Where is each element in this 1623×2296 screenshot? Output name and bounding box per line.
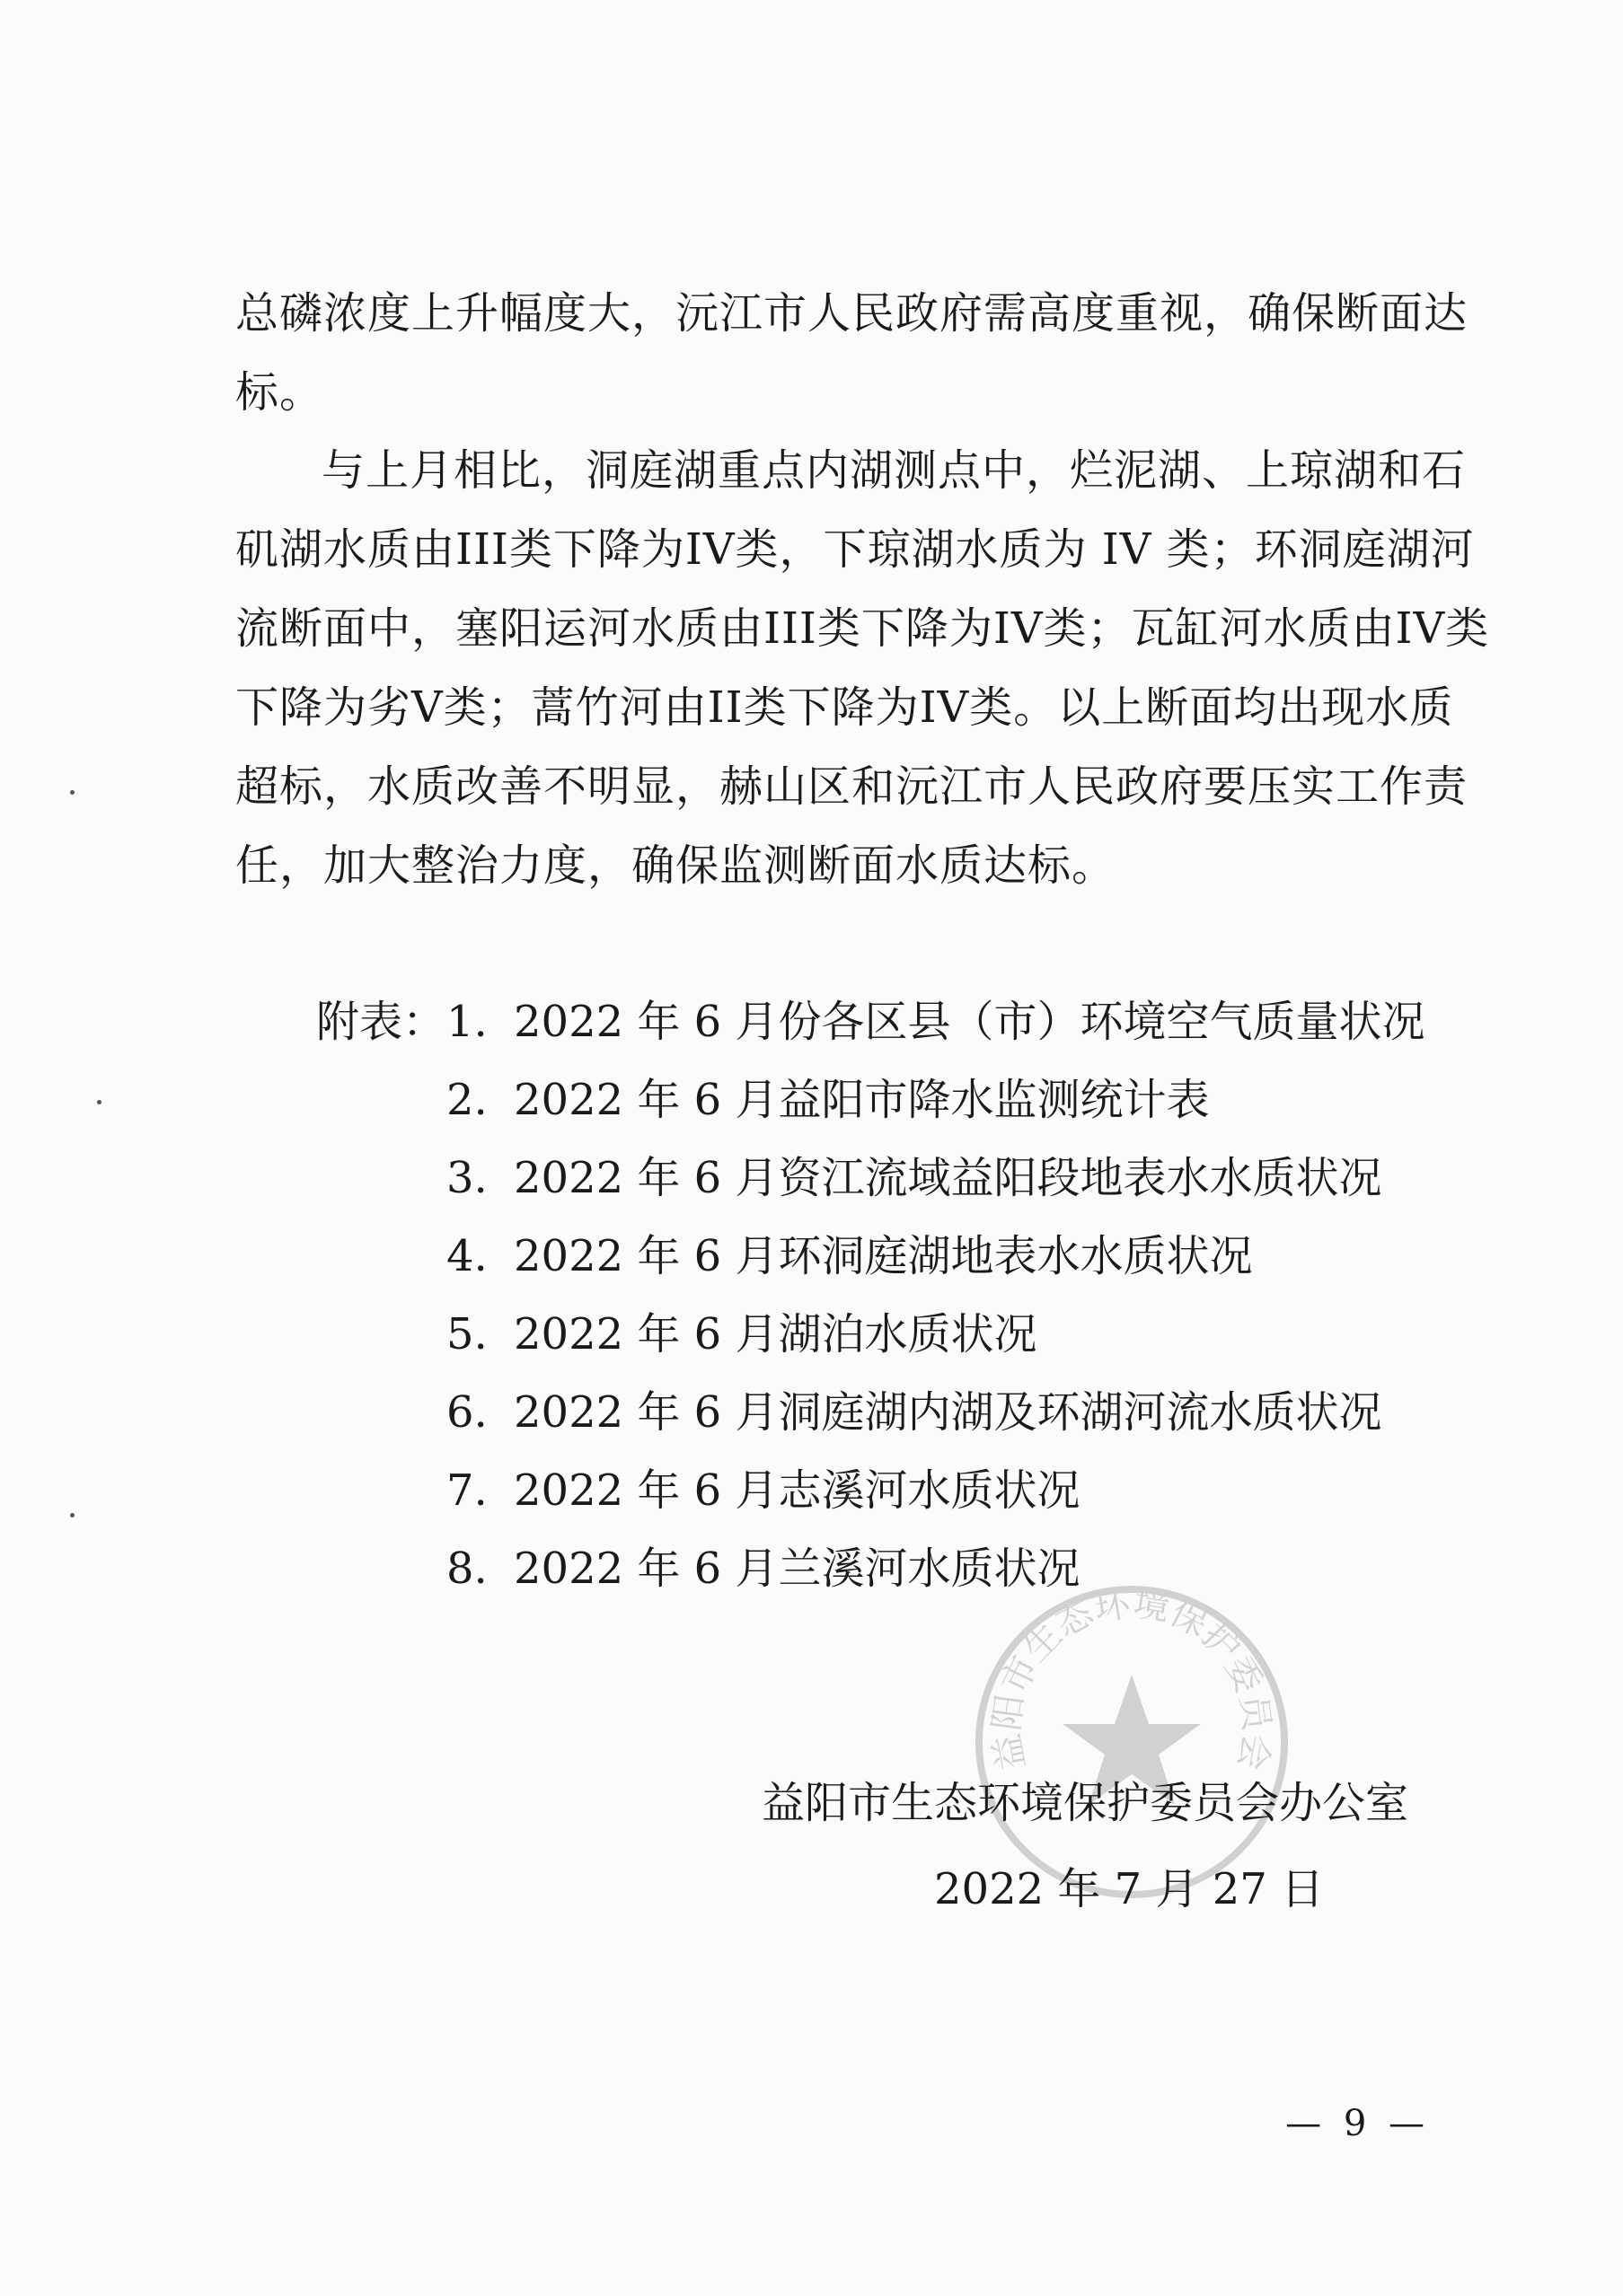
attachment-item <box>316 1296 1430 1374</box>
attachment-item <box>316 1061 1430 1139</box>
attachment-number: 2. <box>446 1075 488 1125</box>
attachment-item <box>316 1452 1430 1530</box>
attachment-number: 5. <box>446 1309 488 1359</box>
attachment-item <box>316 1218 1430 1296</box>
signature-block <box>754 1760 1419 1932</box>
attachment-title: 2022 年 6 月益阳市降水监测统计表 <box>514 1075 1210 1125</box>
attachment-number: 4. <box>446 1231 488 1281</box>
body-line: 超标，水质改善不明显，赫山区和沅江市人民政府要压实工作责 <box>235 761 1469 812</box>
body-line: 矶湖水质由III类下降为IV类，下琼湖水质为 IV 类；环洞庭湖河 <box>235 524 1475 575</box>
attachment-title: 2022 年 6 月兰溪河水质状况 <box>514 1544 1081 1594</box>
attachment-title: 2022 年 6 月洞庭湖内湖及环湖河流水质状况 <box>514 1387 1382 1438</box>
attachment-title: 2022 年 6 月份各区县（市）环境空气质量状况 <box>514 997 1425 1047</box>
body-line: 下降为劣V类；蒿竹河由II类下降为IV类。以上断面均出现水质 <box>235 682 1454 733</box>
scan-speck <box>97 1100 101 1104</box>
attachment-title: 2022 年 6 月环洞庭湖地表水水质状况 <box>514 1231 1253 1281</box>
body-line: 总磷浓度上升幅度大，沅江市人民政府需高度重视，确保断面达 <box>235 288 1469 339</box>
paragraph-continuation <box>235 274 1469 432</box>
attachment-item <box>316 1139 1430 1218</box>
attachment-number: 6. <box>446 1387 488 1438</box>
scan-speck <box>70 1513 75 1517</box>
attachment-title: 2022 年 6 月志溪河水质状况 <box>514 1465 1081 1516</box>
attachment-number: 7. <box>446 1465 488 1516</box>
attachments-list <box>316 983 1430 1608</box>
body-line: 任，加大整治力度，确保监测断面水质达标。 <box>235 840 1116 891</box>
page-number: — 9 — <box>1285 2103 1430 2144</box>
body-line: 流断面中，塞阳运河水质由III类下降为IV类；瓦缸河水质由IV类 <box>235 603 1490 654</box>
attachment-item <box>316 983 1430 1061</box>
attachment-title: 2022 年 6 月资江流域益阳段地表水水质状况 <box>514 1153 1382 1203</box>
svg-text:益阳市生态环境保护委员会: 益阳市生态环境保护委员会 <box>985 1582 1278 1774</box>
attachment-number: 8. <box>446 1544 488 1594</box>
paragraph-water-quality <box>235 431 1490 905</box>
issue-date: 2022 年 7 月 27 日 <box>934 1864 1325 1914</box>
attachment-title: 2022 年 6 月湖泊水质状况 <box>514 1309 1037 1359</box>
attachment-number: 1. <box>446 997 488 1047</box>
scan-speck <box>70 790 75 795</box>
attachments-label: 附表： <box>316 997 446 1047</box>
attachment-number: 3. <box>446 1153 488 1203</box>
body-line: 与上月相比，洞庭湖重点内湖测点中，烂泥湖、上琼湖和石 <box>322 445 1467 496</box>
body-line: 标。 <box>235 367 324 418</box>
attachment-item <box>316 1374 1430 1452</box>
issuing-organization: 益阳市生态环境保护委员会办公室 <box>762 1778 1409 1828</box>
